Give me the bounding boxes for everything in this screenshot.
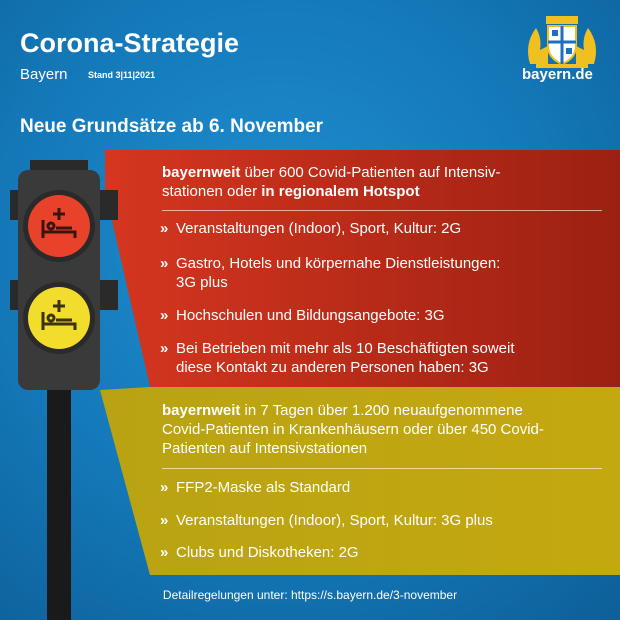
heading-bold: bayernweit <box>162 164 241 181</box>
bullet-marker: » <box>160 307 169 324</box>
list-item-text: Veranstaltungen (Indoor), Sport, Kultur: 3G plus <box>176 512 493 529</box>
heading-text: in 7 Tagen über 1.200 neuaufgenommene <box>240 402 523 419</box>
bullet-marker: » <box>160 255 169 272</box>
footer-link[interactable]: Detailregelungen unter: https://s.bayern.de/3-november <box>162 588 458 602</box>
divider <box>162 468 602 469</box>
traffic-light <box>0 150 160 620</box>
list-item-text: Clubs und Diskotheken: 2G <box>176 544 359 561</box>
heading-bold: in regionalem Hotspot <box>261 183 420 200</box>
coat-of-arms-icon <box>522 14 602 70</box>
list-item-text: Hochschulen und Bildungsangebote: 3G <box>176 307 445 324</box>
list-item-text: FFP2-Maske als Standard <box>176 479 351 496</box>
list-item-text: 3G plus <box>176 274 228 291</box>
section-subtitle: Neue Grundsätze ab 6. November <box>20 116 324 137</box>
list-item <box>160 511 606 530</box>
bullet-marker: » <box>160 544 169 561</box>
yellow-section-heading <box>162 401 604 458</box>
bullet-marker: » <box>160 479 169 496</box>
heading-text: Patienten auf Intensivstationen <box>162 440 368 457</box>
list-item <box>160 339 606 377</box>
heading-text: Covid-Patienten in Krankenhäusern oder über 450 Covid- <box>162 421 544 438</box>
page-title: Corona-Strategie <box>20 28 240 58</box>
yellow-light <box>23 282 95 354</box>
list-item-text: Bei Betrieben mit mehr als 10 Beschäftigten soweit <box>176 340 515 357</box>
red-section-heading <box>162 163 604 201</box>
list-item <box>160 306 606 325</box>
bullet-marker: » <box>160 512 169 529</box>
divider <box>162 210 602 211</box>
state-label: Bayern <box>20 66 68 83</box>
list-item-text: Veranstaltungen (Indoor), Sport, Kultur: 2G <box>176 220 462 237</box>
heading-text: über 600 Covid-Patienten auf Intensiv- <box>240 164 501 181</box>
bullet-marker: » <box>160 340 169 357</box>
list-item <box>160 219 606 238</box>
list-item-text: Gastro, Hotels und körpernahe Dienstleistungen: <box>176 255 501 272</box>
traffic-light-pole <box>47 385 71 620</box>
red-light <box>23 190 95 262</box>
portal-link[interactable]: bayern.de <box>522 66 593 83</box>
heading-bold: bayernweit <box>162 402 241 419</box>
list-item <box>160 478 606 497</box>
list-item <box>160 543 606 562</box>
list-item <box>160 254 606 292</box>
date-stand: Stand 3|11|2021 <box>88 70 156 80</box>
heading-text: stationen oder <box>162 183 262 200</box>
bullet-marker: » <box>160 220 169 237</box>
list-item-text: diese Kontakt zu anderen Personen haben: 3G <box>176 359 489 376</box>
